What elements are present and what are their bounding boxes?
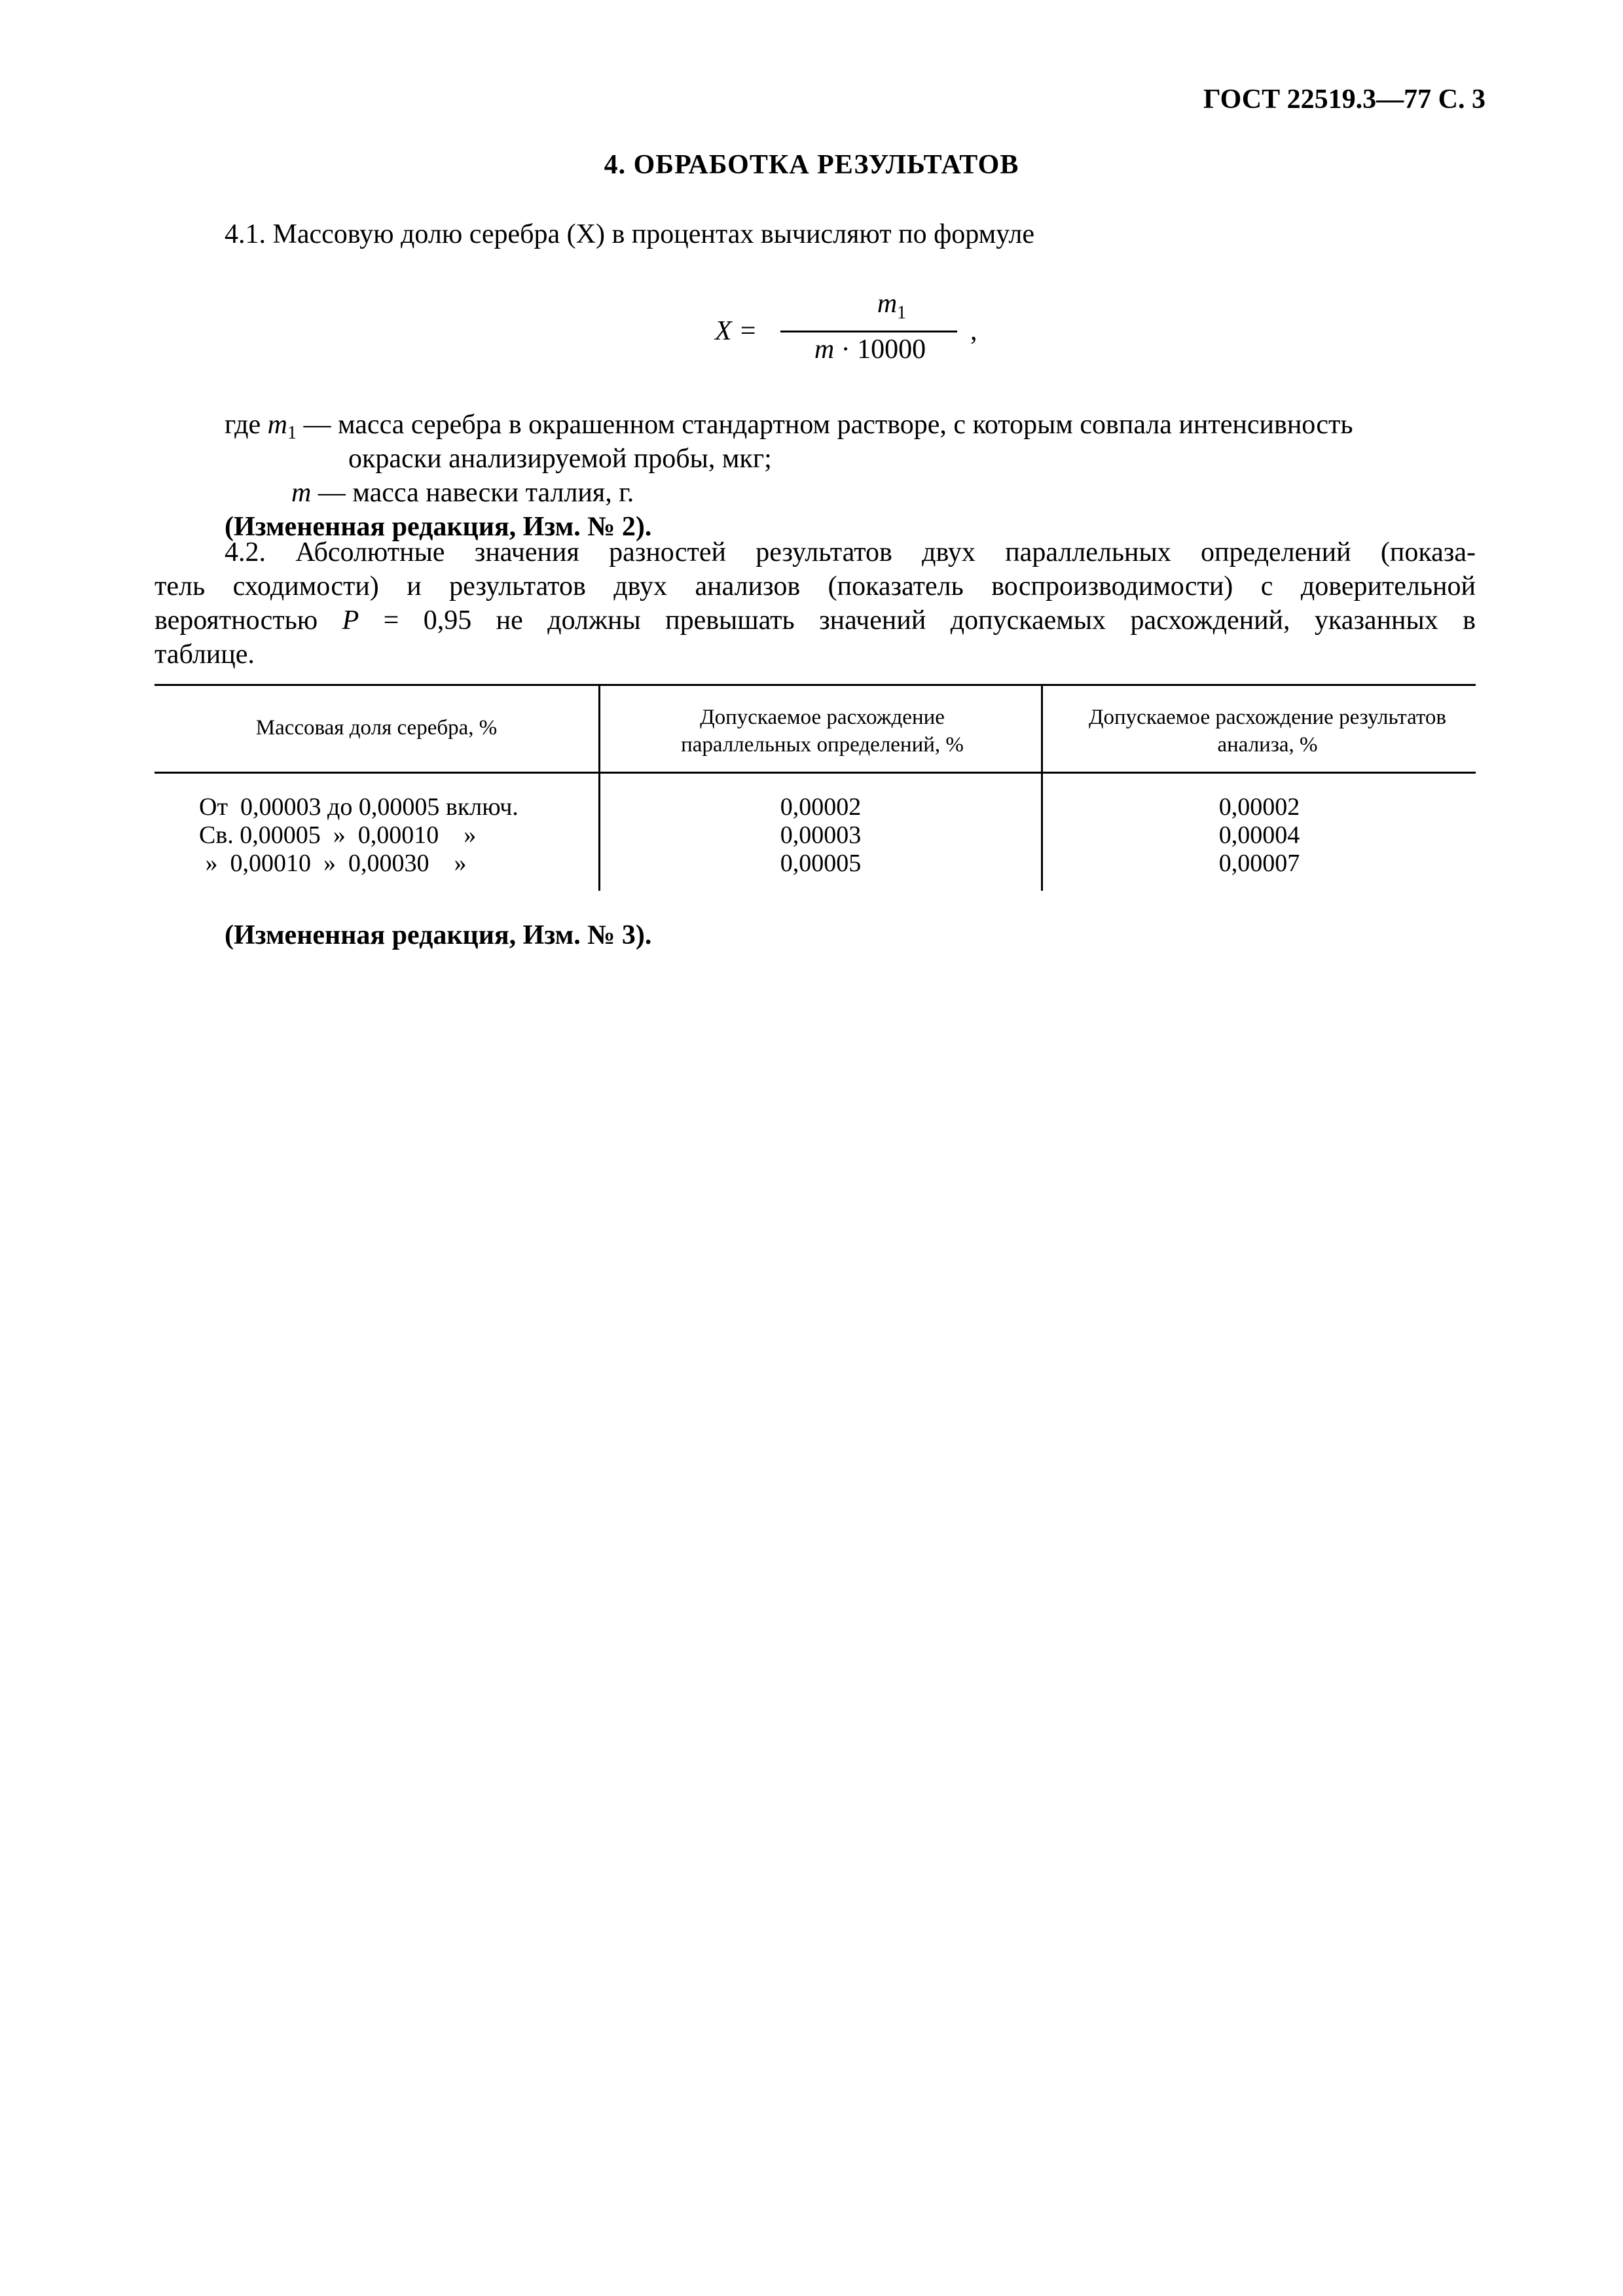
- section-title: 4. ОБРАБОТКА РЕЗУЛЬТАТОВ: [604, 150, 1019, 180]
- tolerance-table: [155, 684, 1476, 891]
- table-cell-analysis: 0,00002: [1218, 793, 1300, 821]
- fraction-bar: [780, 331, 957, 332]
- paragraph-4-2: [155, 535, 1476, 672]
- change-note-3: (Измененная редакция, Изм. № 3).: [225, 920, 652, 950]
- table-header-rule: [155, 772, 1476, 774]
- table-header-cell: Допускаемое расхождение результатов анализа, %: [1089, 706, 1446, 757]
- table-cell-parallel: 0,00005: [780, 850, 862, 877]
- paragraph-4-1: 4.1. Массовую долю серебра (X) в процентах вычисляют по формуле: [225, 219, 1034, 249]
- table-cell-range: » 0,00010 » 0,00030 »: [199, 850, 467, 877]
- document-code: ГОСТ 22519.3—77 С. 3: [1203, 84, 1486, 115]
- formula-denominator: m · 10000: [814, 334, 926, 365]
- variable-definition-m1-continued: окраски анализируемой пробы, мкг;: [348, 444, 772, 474]
- table-cell-parallel: 0,00003: [780, 821, 862, 849]
- table-top-rule: [155, 684, 1476, 686]
- table-header-cell: Допускаемое расхождение параллельных определений, %: [681, 706, 964, 757]
- formula-comma: ,: [970, 316, 977, 346]
- table-cell-range: От 0,00003 до 0,00005 включ.: [199, 793, 519, 821]
- variable-definition-m1: где $m_1$ — масса серебра в окрашенном стандартном растворе, с которым совпала интенсивность: [225, 410, 1353, 443]
- paragraph-line: таблице.: [155, 639, 255, 670]
- formula-lhs: X =: [715, 316, 757, 346]
- table-cell-range: Св. 0,00005 » 0,00010 »: [199, 821, 477, 849]
- paragraph-line: 4.2. Абсолютные значения разностей результатов двух параллельных определений (показа-: [225, 537, 1476, 567]
- paragraph-line: вероятностью P = 0,95 не должны превышать значений допускаемых расхождений, указанных в: [155, 605, 1476, 636]
- paragraph-line: тель сходимости) и результатов двух анализов (показатель воспроизводимости) с доверительной: [155, 571, 1476, 601]
- formula-numerator: $m_1$: [877, 289, 907, 323]
- table-cell-parallel: 0,00002: [780, 793, 862, 821]
- variable-definition-m: m — масса навески таллия, г.: [291, 478, 634, 508]
- table-cell-analysis: 0,00004: [1218, 821, 1300, 849]
- table-header-cell: Массовая доля серебра, %: [255, 716, 498, 740]
- table-cell-analysis: 0,00007: [1218, 850, 1300, 877]
- change-note-2: (Измененная редакция, Изм. № 2).: [225, 512, 652, 542]
